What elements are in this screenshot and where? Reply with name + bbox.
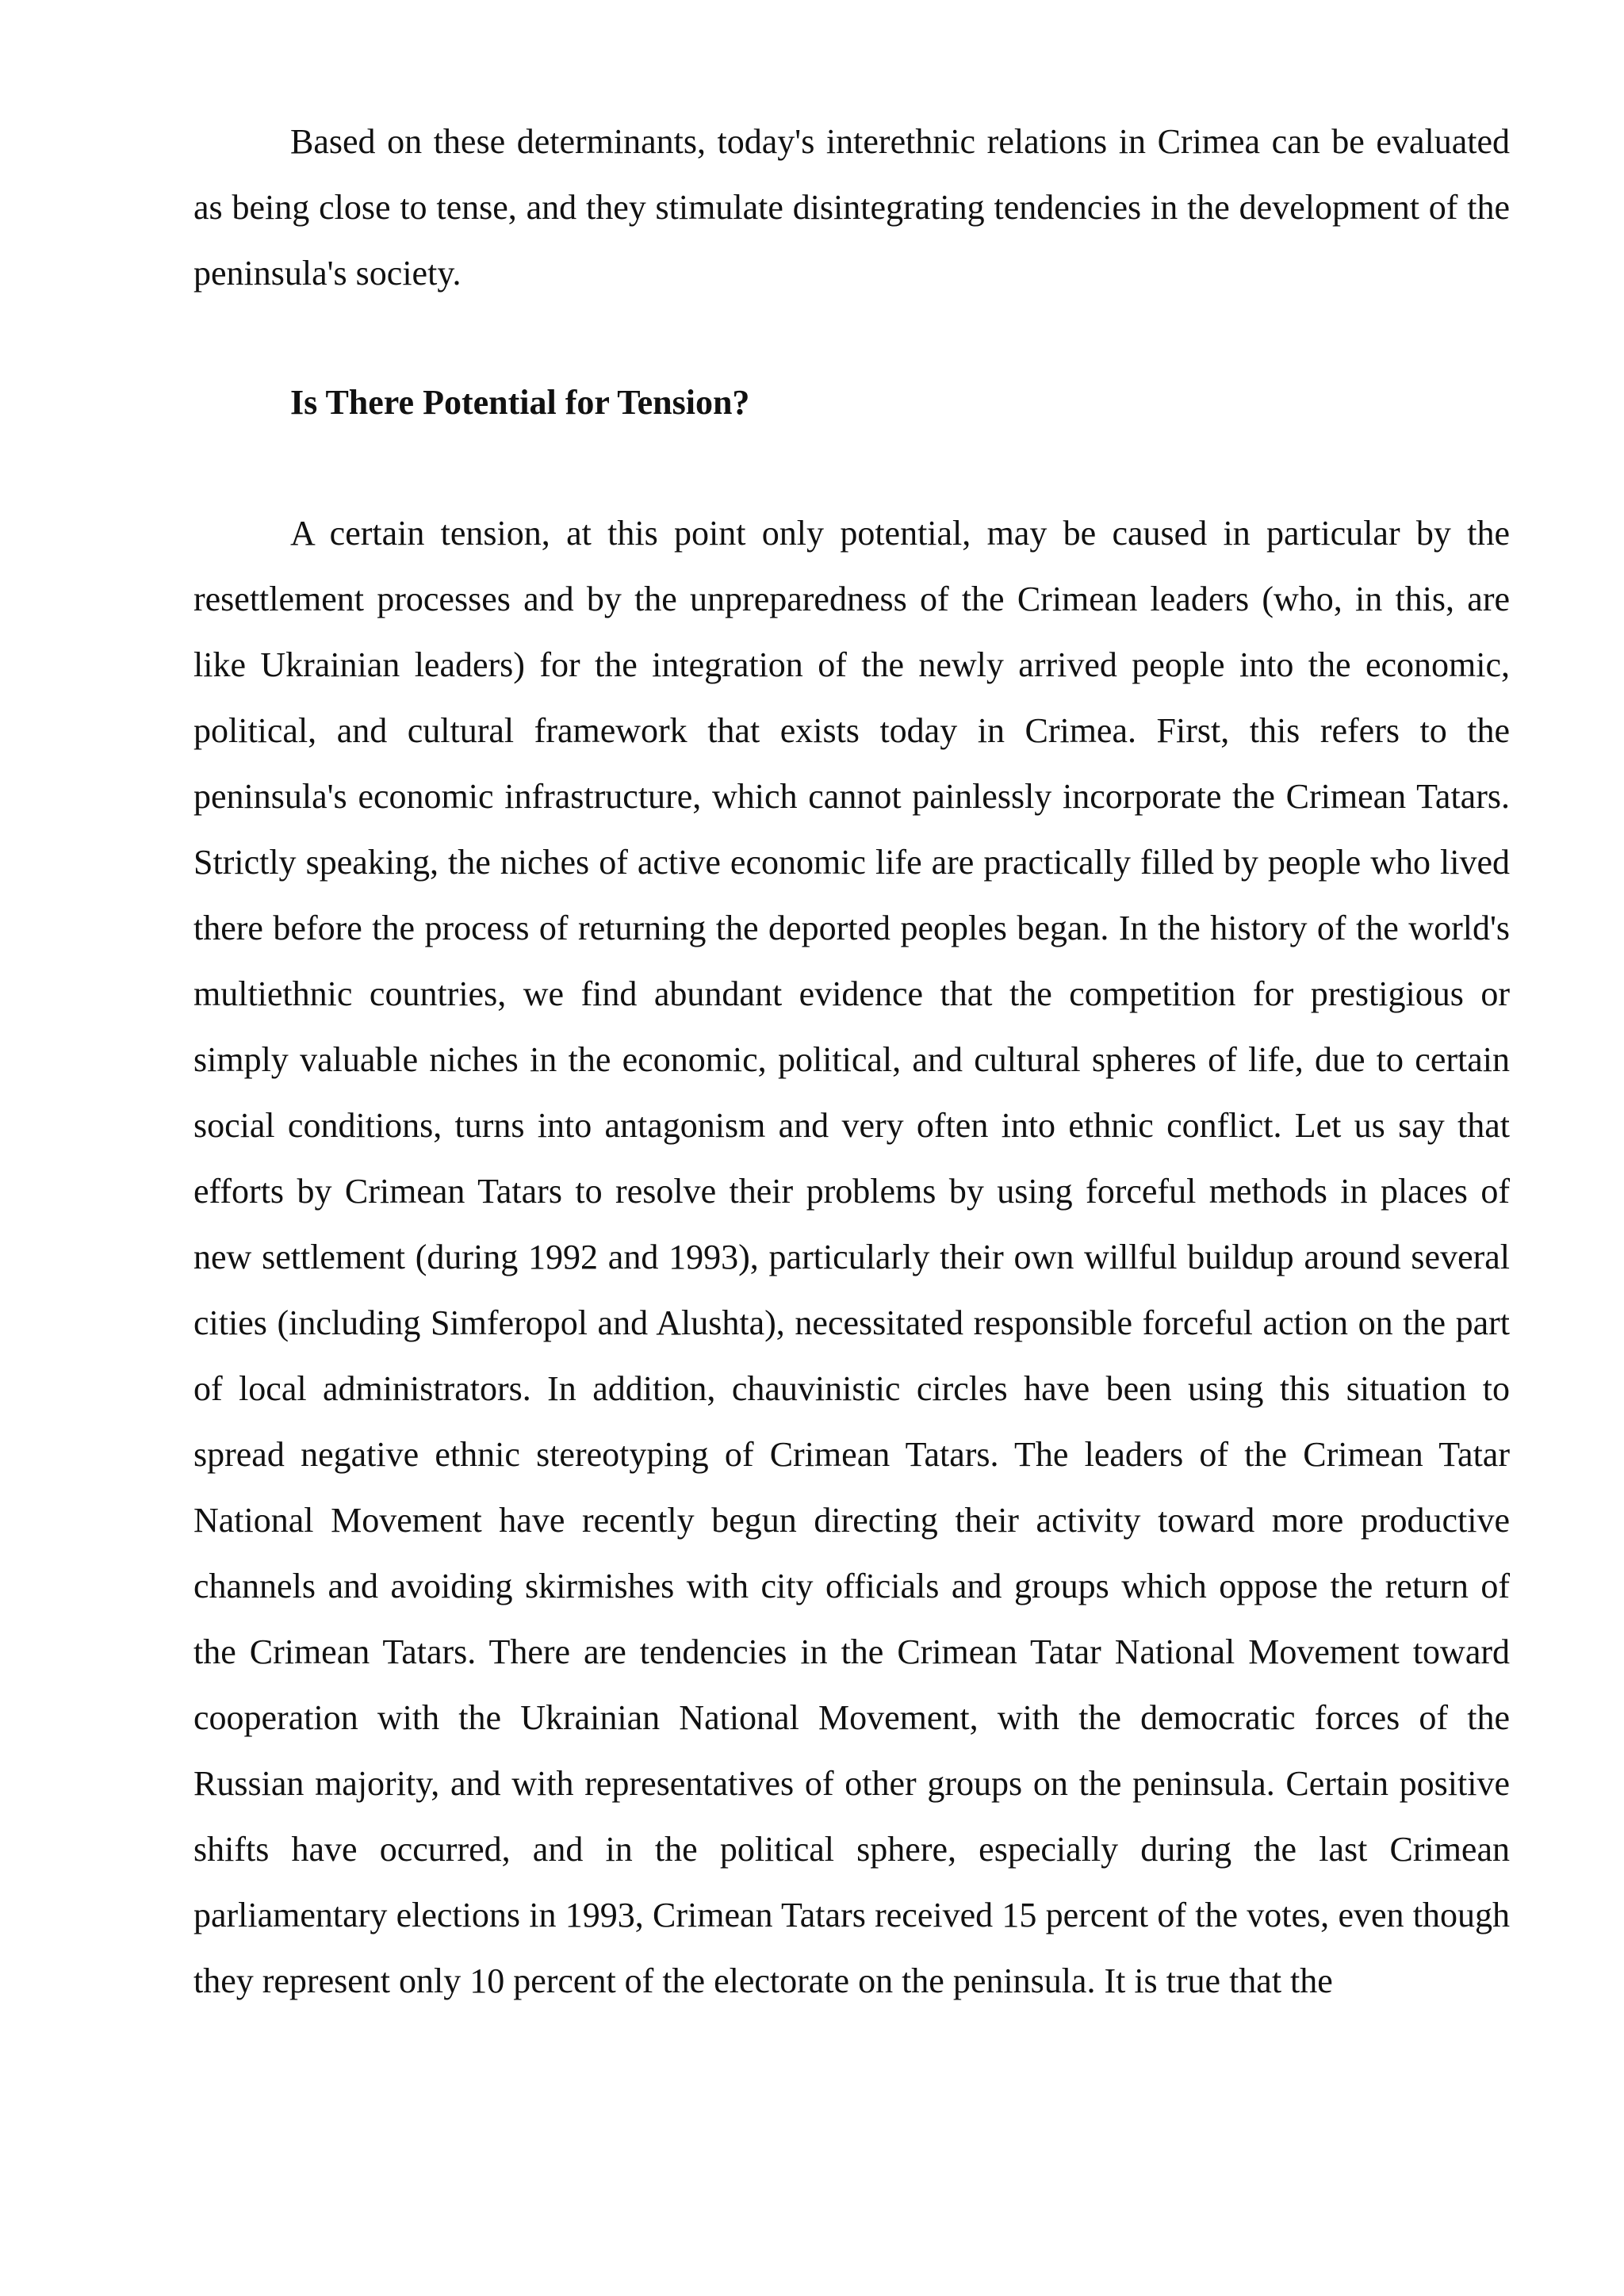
body-paragraph-intro: Based on these determinants, today's interethnic relations in Crimea can be evaluated as being close to tense, and they stimulate disintegrating tendencies in the development of the peninsula's society. (193, 122, 1510, 293)
section-heading: Is There Potential for Tension? (290, 383, 750, 422)
body-paragraph-tension: A certain tension, at this point only potential, may be caused in particular by the resettlement processes and by the unpreparedness of the Crimean leaders (who, in this, are like Ukrainian leaders) for the integration of the newly arrived people into the economic, political, and cultural framework that exists today in Crimea. First, this refers to the peninsula's economic infrastructure, which cannot painlessly incorporate the Crimean Tatars. Strictly speaking, the niches of active economic life are practically filled by people who lived there before the process of returning the deported peoples began. In the history of the world's multiethnic countries, we find abundant evidence that the competition for prestigious or simply valuable niches in the economic, political, and cultural spheres of life, due to certain social conditions, turns into antagonism and very often into ethnic conflict. Let us say that efforts by Crimean Tatars to resolve their problems by using forceful methods in places of new settlement (during 1992 and 1993), particularly their own willful buildup around several cities (including Simferopol and Alushta), necessitated responsible forceful action on the part of local administrators. In addition, chauvinistic circles have been using this situation to spread negative ethnic stereotyping of Crimean Tatars. The leaders of the Crimean Tatar National Movement have recently begun directing their activity toward more productive channels and avoiding skirmishes with city officials and groups which oppose the return of the Crimean Tatars. There are tendencies in the Crimean Tatar National Movement toward cooperation with the Ukrainian National Movement, with the democratic forces of the Russian majority, and with representatives of other groups on the peninsula. Certain positive shifts have occurred, and in the political sphere, especially during the last Crimean parliamentary elections in 1993, Crimean Tatars received 15 percent of the votes, even though they represent only 10 percent of the electorate on the peninsula. It is true that the (193, 514, 1510, 2000)
